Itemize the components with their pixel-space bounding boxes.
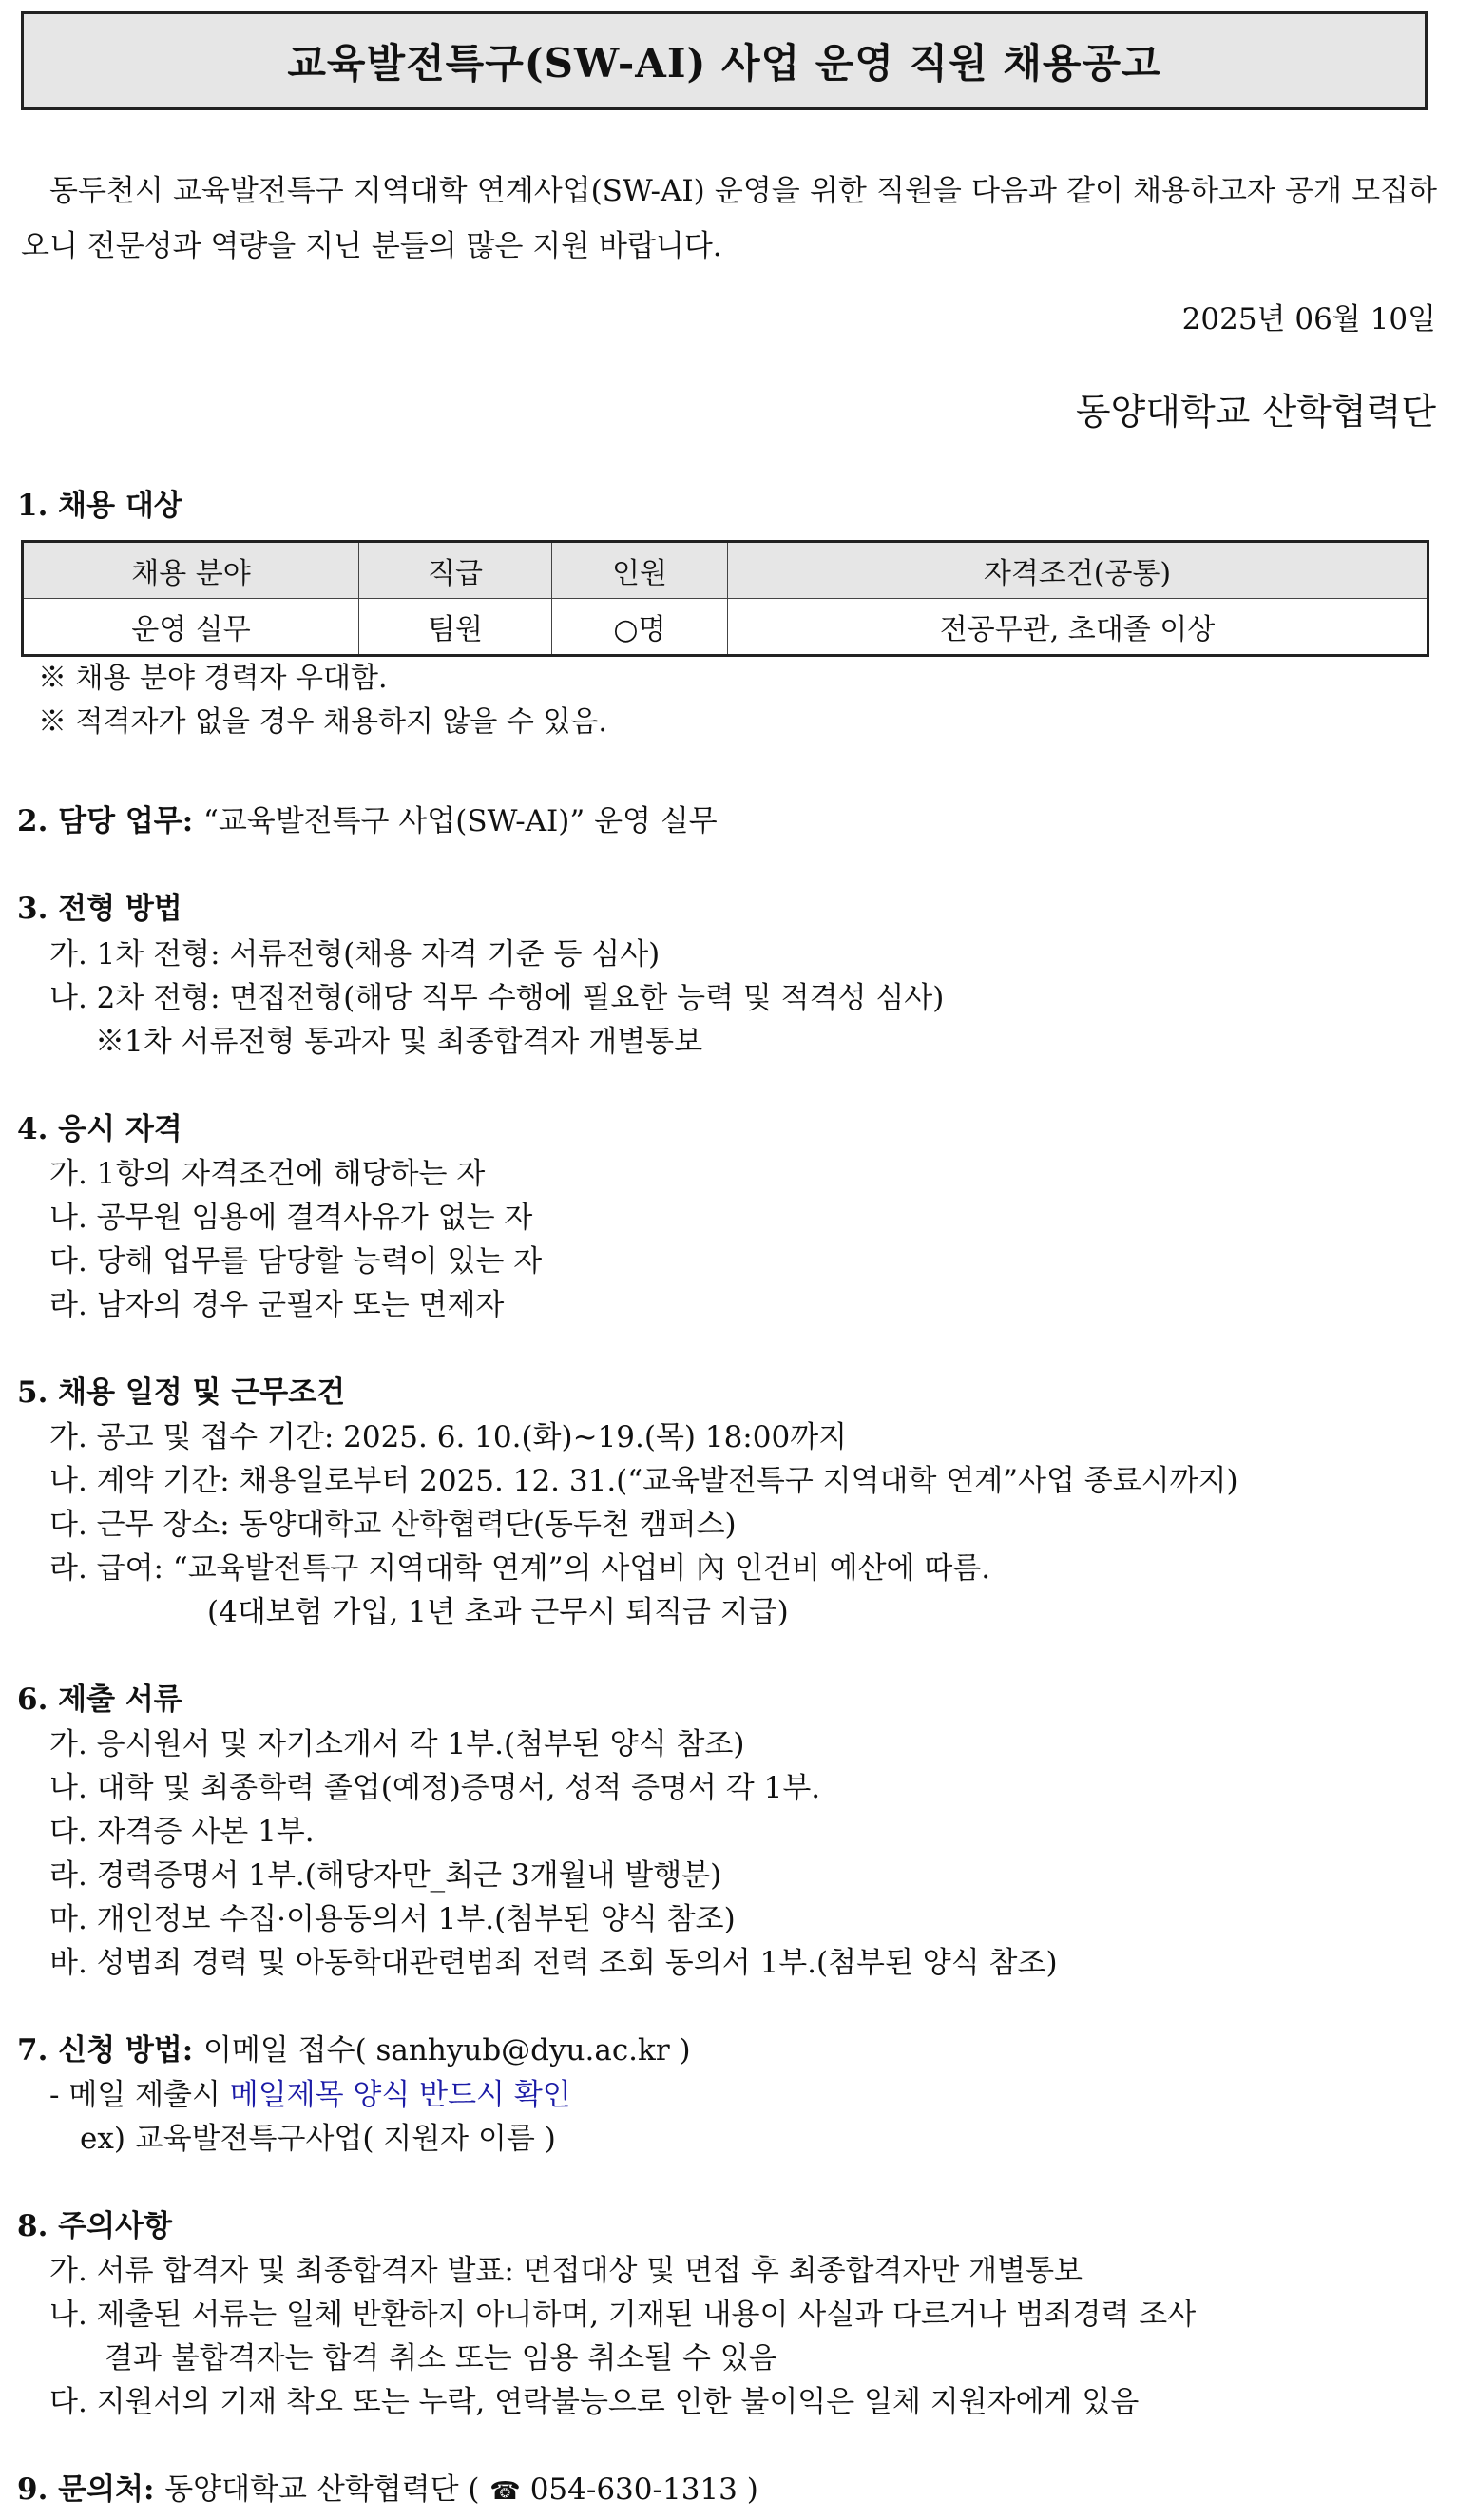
list-item: 다. 당해 업무를 담당할 능력이 있는 자 bbox=[49, 1244, 543, 1279]
note-line: ※ 채용 분야 경력자 우대함. bbox=[38, 662, 388, 695]
list-item: 바. 성범죄 경력 및 아동학대관련범죄 전력 조회 동의서 1부.(첨부된 양식 참조) bbox=[49, 1946, 1058, 1980]
list-item: (4대보험 가입, 1년 초과 근무시 퇴직금 지급) bbox=[207, 1595, 789, 1629]
table-header: 자격조건(공통) bbox=[728, 542, 1428, 599]
organization-name: 동양대학교 산학협력단 bbox=[1075, 391, 1436, 433]
list-item: 라. 급여: “교육발전특구 지역대학 연계”의 사업비 內 인건비 예산에 따름. bbox=[49, 1551, 991, 1586]
page-title: 교육발전특구(SW-AI) 사업 운영 직원 채용공고 bbox=[21, 11, 1428, 110]
section-7 bbox=[17, 2026, 691, 2068]
table-header: 직급 bbox=[359, 542, 552, 599]
list-item: 나. 제출된 서류는 일체 반환하지 아니하며, 기재된 내용이 사실과 다르거나 범죄경력 조사 bbox=[49, 2298, 1197, 2332]
section-6-heading: 6. 제출 서류 bbox=[17, 1683, 182, 1717]
list-item: 나. 계약 기간: 채용일로부터 2025. 12. 31.(“교육발전특구 지역대학 연계”사업 종료시까지) bbox=[49, 1464, 1238, 1498]
list-item: ※1차 서류전형 통과자 및 최종합격자 개별통보 bbox=[95, 1025, 703, 1059]
email-subject-example: ex) 교육발전특구사업( 지원자 이름 ) bbox=[80, 2122, 556, 2156]
list-item: 나. 대학 및 최종학력 졸업(예정)증명서, 성적 증명서 각 1부. bbox=[49, 1771, 821, 1805]
section-7-heading: 7. 신청 방법: bbox=[17, 2033, 194, 2068]
section-9 bbox=[17, 2465, 758, 2508]
note-prefix: - 메일 제출시 bbox=[49, 2078, 230, 2112]
list-item: 다. 자격증 사본 1부. bbox=[49, 1815, 315, 1849]
table-cell: 운영 실무 bbox=[23, 599, 359, 656]
section-5-heading: 5. 채용 일정 및 근무조건 bbox=[17, 1375, 346, 1410]
recruitment-table bbox=[21, 540, 1429, 657]
section-9-heading: 9. 문의처: bbox=[17, 2472, 155, 2507]
note-line: ※ 적격자가 없을 경우 채용하지 않을 수 있음. bbox=[38, 705, 607, 739]
list-item: 가. 1항의 자격조건에 해당하는 자 bbox=[49, 1157, 486, 1191]
section-4-heading: 4. 응시 자격 bbox=[17, 1112, 182, 1146]
list-item: 가. 공고 및 접수 기간: 2025. 6. 10.(화)~19.(목) 18:00까지 bbox=[49, 1420, 848, 1454]
announcement-date: 2025년 06월 10일 bbox=[1181, 302, 1436, 337]
list-item: 라. 남자의 경우 군필자 또는 면제자 bbox=[49, 1288, 505, 1322]
list-item: 결과 불합격자는 합격 취소 또는 임용 취소될 수 있음 bbox=[105, 2341, 777, 2376]
table-header: 인원 bbox=[552, 542, 728, 599]
section-1-heading: 1. 채용 대상 bbox=[17, 489, 182, 523]
section-8-heading: 8. 주의사항 bbox=[17, 2209, 172, 2243]
intro-paragraph bbox=[21, 164, 1437, 274]
list-item: 다. 근무 장소: 동양대학교 산학협력단(동두천 캠퍼스) bbox=[49, 1508, 737, 1542]
list-item: 마. 개인정보 수집·이용동의서 1부.(첨부된 양식 참조) bbox=[49, 1902, 736, 1936]
phone-number: 054-630-1313 ) bbox=[529, 2472, 758, 2507]
section-2-text: “교육발전특구 사업(SW-AI)” 운영 실무 bbox=[202, 804, 718, 838]
table-cell: 전공무관, 초대졸 이상 bbox=[728, 599, 1428, 656]
list-item: 가. 서류 합격자 및 최종합격자 발표: 면접대상 및 면접 후 최종합격자만 개별통보 bbox=[49, 2254, 1083, 2288]
section-3-heading: 3. 전형 방법 bbox=[17, 892, 182, 926]
table-header: 채용 분야 bbox=[23, 542, 359, 599]
list-item: 다. 지원서의 기재 착오 또는 누락, 연락불능으로 인한 불이익은 일체 지원자에게 있음 bbox=[49, 2385, 1140, 2419]
table-cell: 팀원 bbox=[359, 599, 552, 656]
table-cell: ○명 bbox=[552, 599, 728, 656]
phone-icon: ☎ bbox=[489, 2477, 521, 2506]
section-7-text: 이메일 접수( sanhyub@dyu.ac.kr ) bbox=[202, 2033, 691, 2068]
contact-text: 동양대학교 산학협력단 ( bbox=[164, 2472, 480, 2507]
list-item: 나. 2차 전형: 면접전형(해당 직무 수행에 필요한 능력 및 적격성 심사) bbox=[49, 981, 945, 1015]
list-item: 가. 응시원서 및 자기소개서 각 1부.(첨부된 양식 참조) bbox=[49, 1727, 745, 1761]
section-2-heading: 2. 담당 업무: bbox=[17, 804, 194, 838]
list-item: 나. 공무원 임용에 결격사유가 없는 자 bbox=[49, 1201, 533, 1235]
highlighted-note: 메일제목 양식 반드시 확인 bbox=[229, 2078, 571, 2112]
email-subject-note bbox=[49, 2070, 571, 2113]
list-item: 가. 1차 전형: 서류전형(채용 자격 기준 등 심사) bbox=[49, 937, 661, 971]
list-item: 라. 경력증명서 1부.(해당자만_최근 3개월내 발행분) bbox=[49, 1858, 722, 1893]
table-row bbox=[23, 599, 1428, 656]
table-header-row bbox=[23, 542, 1428, 599]
section-2 bbox=[17, 797, 718, 839]
intro-text: 동두천시 교육발전특구 지역대학 연계사업(SW-AI) 운영을 위한 직원을 다음과 같이 채용하고자 공개 모집하오니 전문성과 역량을 지닌 분들의 많은 지원 바랍니다. bbox=[21, 174, 1437, 263]
